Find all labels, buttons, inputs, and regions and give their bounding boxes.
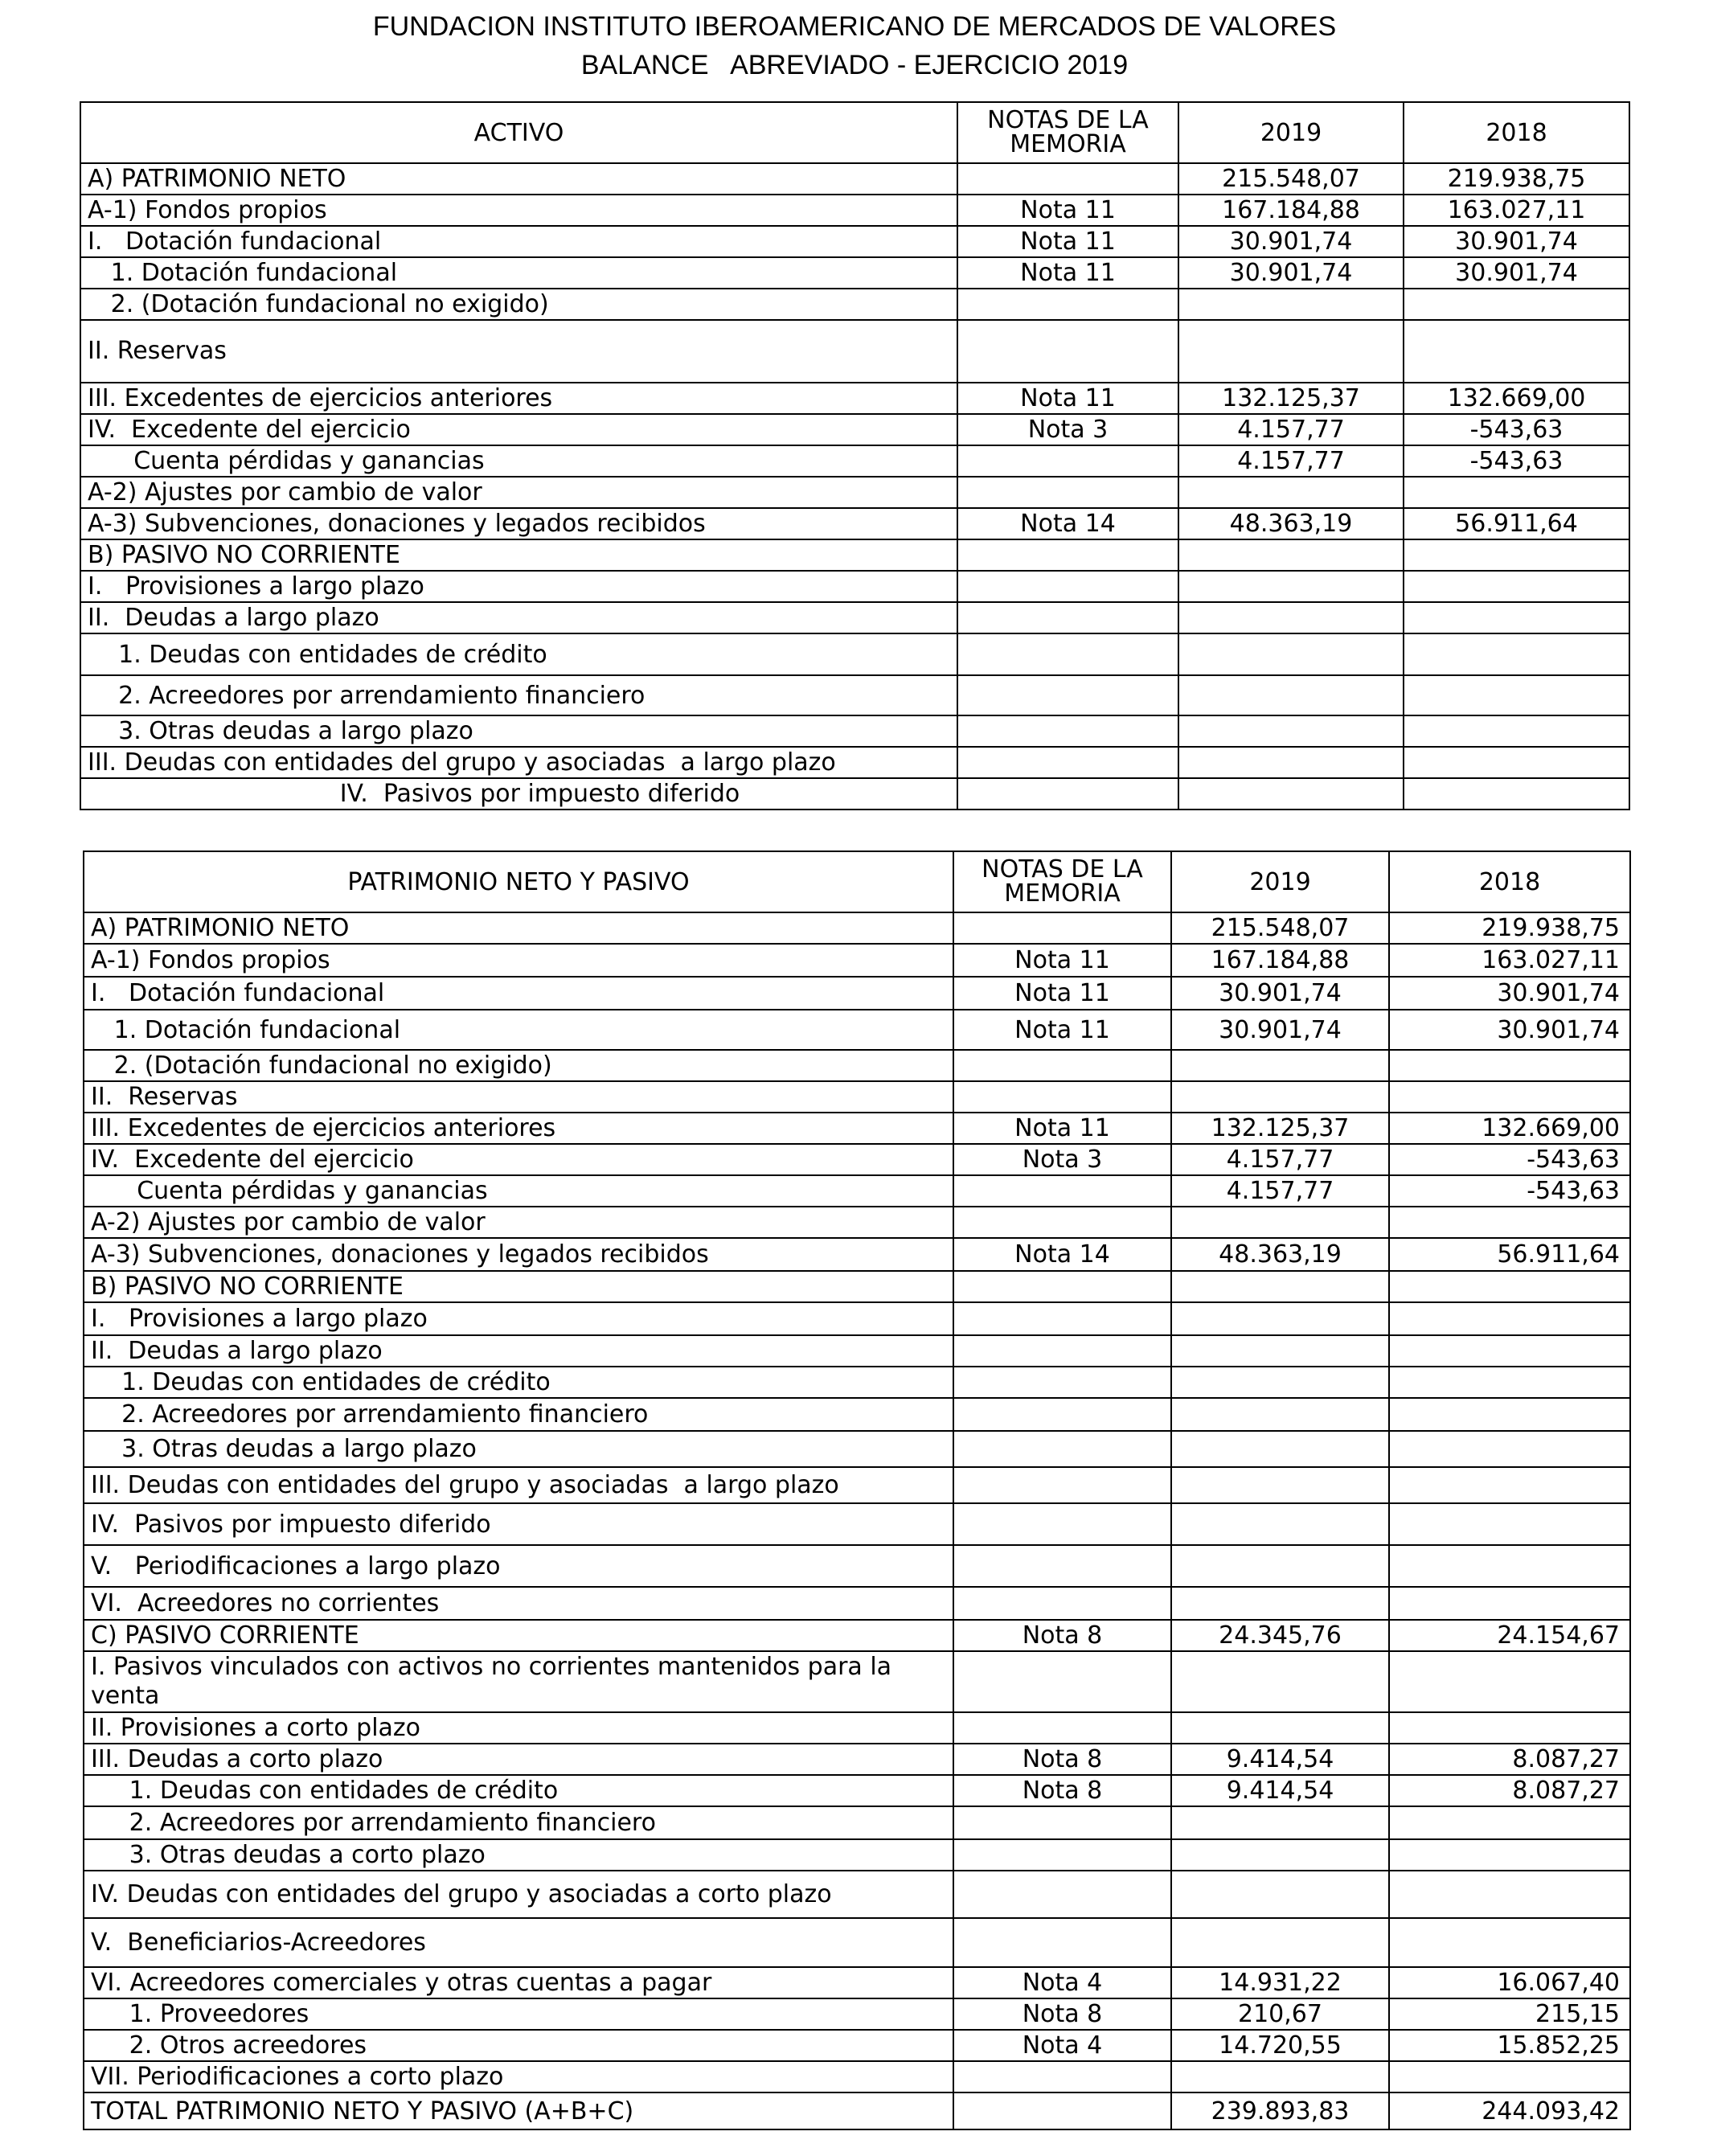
table-row	[80, 571, 1629, 602]
row-note	[953, 912, 1171, 944]
row-note: Nota 3	[953, 1144, 1171, 1175]
row-value-2019	[1178, 539, 1404, 571]
table-row	[84, 1271, 1630, 1302]
row-label: VI. Acreedores comerciales y otras cuentas a pagar	[84, 1967, 953, 1998]
row-value-2018: 8.087,27	[1389, 1744, 1630, 1775]
row-note	[953, 1918, 1171, 1967]
row-value-2018	[1389, 1398, 1630, 1431]
row-value-2019: 4.157,77	[1171, 1175, 1389, 1207]
row-value-2018	[1389, 1918, 1630, 1967]
row-label: III. Excedentes de ejercicios anteriores	[84, 1113, 953, 1144]
row-note	[957, 778, 1178, 810]
row-label: A-1) Fondos propios	[80, 195, 957, 226]
table-row	[84, 1806, 1630, 1839]
row-label: I. Provisiones a largo plazo	[80, 571, 957, 602]
row-label: A) PATRIMONIO NETO	[80, 163, 957, 195]
row-label: 1. Dotación fundacional	[84, 1010, 953, 1050]
table-row	[80, 257, 1629, 289]
row-note	[953, 1175, 1171, 1207]
row-value-2019	[1171, 1651, 1389, 1712]
table-row	[80, 675, 1629, 715]
row-note	[953, 2061, 1171, 2092]
row-value-2019: 167.184,88	[1171, 944, 1389, 977]
row-value-2019: 14.720,55	[1171, 2030, 1389, 2061]
table-row	[84, 1620, 1630, 1651]
row-label: 2. Acreedores por arrendamiento financiero	[84, 1806, 953, 1839]
row-note	[957, 633, 1178, 675]
row-label: 2. Acreedores por arrendamiento financiero	[84, 1398, 953, 1431]
row-label: III. Deudas con entidades del grupo y asociadas a largo plazo	[84, 1467, 953, 1503]
table-row	[84, 1545, 1630, 1587]
table-row	[84, 1998, 1630, 2030]
row-note	[957, 289, 1178, 320]
row-value-2018	[1389, 1587, 1630, 1620]
row-note	[953, 1545, 1171, 1587]
year-2019-column-header: 2019	[1171, 851, 1389, 912]
row-note	[953, 1367, 1171, 1398]
row-note	[957, 539, 1178, 571]
row-value-2018	[1404, 539, 1629, 571]
row-value-2019	[1171, 1367, 1389, 1398]
row-label: B) PASIVO NO CORRIENTE	[84, 1271, 953, 1302]
row-value-2019	[1171, 1050, 1389, 1081]
row-note	[953, 1271, 1171, 1302]
row-label: 3. Otras deudas a largo plazo	[84, 1431, 953, 1467]
row-note	[953, 1806, 1171, 1839]
row-value-2019	[1178, 477, 1404, 508]
row-value-2018: 56.911,64	[1404, 508, 1629, 539]
row-note	[953, 1050, 1171, 1081]
row-label: 1. Deudas con entidades de crédito	[84, 1775, 953, 1806]
row-value-2019	[1178, 602, 1404, 633]
document-title: FUNDACION INSTITUTO IBEROAMERICANO DE MERCADOS DE VALORES	[372, 11, 1337, 42]
row-label: II. Reservas	[80, 320, 957, 383]
row-value-2019	[1171, 1271, 1389, 1302]
row-note: Nota 11	[953, 1010, 1171, 1050]
table-row	[84, 1587, 1630, 1620]
row-note: Nota 14	[953, 1238, 1171, 1271]
row-value-2019	[1171, 1431, 1389, 1467]
year-2019-column-header: 2019	[1178, 102, 1404, 163]
table-row	[84, 1207, 1630, 1238]
row-value-2018	[1404, 675, 1629, 715]
row-label: Cuenta pérdidas y ganancias	[80, 445, 957, 477]
row-note: Nota 8	[953, 1620, 1171, 1651]
table-row	[84, 944, 1630, 977]
row-value-2018	[1404, 477, 1629, 508]
row-label: IV. Deudas con entidades del grupo y asociadas a corto plazo	[84, 1871, 953, 1918]
row-value-2018	[1389, 1503, 1630, 1545]
row-value-2018: 30.901,74	[1389, 1010, 1630, 1050]
pasivo-header-row	[84, 851, 1630, 912]
row-value-2018	[1389, 1545, 1630, 1587]
row-value-2019: 30.901,74	[1171, 977, 1389, 1010]
row-note: Nota 11	[957, 226, 1178, 257]
row-value-2019	[1171, 1545, 1389, 1587]
row-value-2019	[1178, 675, 1404, 715]
row-value-2018: 219.938,75	[1404, 163, 1629, 195]
table-row	[80, 602, 1629, 633]
year-2018-column-header: 2018	[1389, 851, 1630, 912]
row-value-2018	[1404, 320, 1629, 383]
table-row	[84, 1335, 1630, 1367]
row-value-2019	[1171, 1503, 1389, 1545]
table-row	[84, 1775, 1630, 1806]
row-label: A-3) Subvenciones, donaciones y legados recibidos	[80, 508, 957, 539]
row-label: A-2) Ajustes por cambio de valor	[80, 477, 957, 508]
row-note	[957, 477, 1178, 508]
row-value-2019	[1178, 778, 1404, 810]
row-note	[953, 1081, 1171, 1113]
row-value-2018: 30.901,74	[1404, 257, 1629, 289]
row-label: A) PATRIMONIO NETO	[84, 912, 953, 944]
table-row	[84, 1302, 1630, 1335]
row-note: Nota 8	[953, 1744, 1171, 1775]
row-value-2019	[1178, 289, 1404, 320]
table-row	[80, 477, 1629, 508]
table-row	[84, 1712, 1630, 1744]
row-note: Nota 3	[957, 414, 1178, 445]
row-value-2018	[1404, 289, 1629, 320]
table-row	[84, 2092, 1630, 2129]
row-value-2019: 9.414,54	[1171, 1744, 1389, 1775]
row-note	[957, 320, 1178, 383]
row-note	[953, 1871, 1171, 1918]
table-row	[84, 1367, 1630, 1398]
row-note	[957, 163, 1178, 195]
row-value-2019: 239.893,83	[1171, 2092, 1389, 2129]
row-label: A-1) Fondos propios	[84, 944, 953, 977]
row-value-2018	[1389, 1081, 1630, 1113]
table-row	[84, 2030, 1630, 2061]
row-note	[957, 675, 1178, 715]
row-value-2019: 132.125,37	[1171, 1113, 1389, 1144]
row-value-2018	[1389, 1050, 1630, 1081]
row-value-2019: 48.363,19	[1178, 508, 1404, 539]
table-row	[80, 778, 1629, 810]
row-label: VII. Periodificaciones a corto plazo	[84, 2061, 953, 2092]
table-row	[80, 289, 1629, 320]
patrimonio-column-header: PATRIMONIO NETO Y PASIVO	[84, 851, 953, 912]
table-row	[84, 1467, 1630, 1503]
row-value-2018: 132.669,00	[1404, 383, 1629, 414]
table-row	[84, 1651, 1630, 1712]
row-value-2019	[1178, 320, 1404, 383]
row-note	[953, 1431, 1171, 1467]
row-value-2018	[1389, 1302, 1630, 1335]
row-value-2018: 163.027,11	[1389, 944, 1630, 977]
row-label: 3. Otras deudas a largo plazo	[80, 715, 957, 747]
row-label: I. Pasivos vinculados con activos no corrientes mantenidos para la venta	[84, 1651, 953, 1712]
activo-table	[80, 101, 1630, 810]
row-label: 1. Deudas con entidades de crédito	[80, 633, 957, 675]
row-label: II. Reservas	[84, 1081, 953, 1113]
row-value-2018: 16.067,40	[1389, 1967, 1630, 1998]
table-row	[80, 539, 1629, 571]
row-label: I. Dotación fundacional	[84, 977, 953, 1010]
table-row	[84, 1398, 1630, 1431]
row-note	[957, 571, 1178, 602]
row-label: IV. Excedente del ejercicio	[84, 1144, 953, 1175]
row-note: Nota 11	[953, 977, 1171, 1010]
row-label: IV. Pasivos por impuesto diferido	[84, 1503, 953, 1545]
row-value-2019: 24.345,76	[1171, 1620, 1389, 1651]
row-label: B) PASIVO NO CORRIENTE	[80, 539, 957, 571]
table-row	[80, 320, 1629, 383]
table-row	[84, 1238, 1630, 1271]
table-row	[80, 445, 1629, 477]
row-value-2019	[1171, 1712, 1389, 1744]
row-value-2018	[1389, 1839, 1630, 1871]
row-value-2018	[1389, 1367, 1630, 1398]
row-note	[953, 1651, 1171, 1712]
table-row	[84, 2061, 1630, 2092]
row-value-2018	[1389, 1651, 1630, 1712]
row-value-2019	[1171, 1871, 1389, 1918]
row-value-2019: 30.901,74	[1171, 1010, 1389, 1050]
row-value-2019	[1171, 1467, 1389, 1503]
row-value-2019: 30.901,74	[1178, 257, 1404, 289]
row-value-2019	[1171, 1918, 1389, 1967]
row-note	[953, 2092, 1171, 2129]
activo-table-body	[80, 102, 1629, 810]
row-value-2018	[1389, 1335, 1630, 1367]
row-value-2018: 24.154,67	[1389, 1620, 1630, 1651]
row-value-2019	[1178, 747, 1404, 778]
table-row	[80, 715, 1629, 747]
table-row	[84, 1010, 1630, 1050]
row-value-2019: 30.901,74	[1178, 226, 1404, 257]
row-note: Nota 11	[953, 944, 1171, 977]
row-note	[953, 1712, 1171, 1744]
row-note	[957, 715, 1178, 747]
row-note	[953, 1467, 1171, 1503]
row-label: III. Deudas con entidades del grupo y asociadas a largo plazo	[80, 747, 957, 778]
row-value-2018: -543,63	[1404, 445, 1629, 477]
table-row	[84, 1175, 1630, 1207]
row-value-2019: 210,67	[1171, 1998, 1389, 2030]
row-value-2018	[1389, 1467, 1630, 1503]
table-row	[84, 1871, 1630, 1918]
table-row	[84, 1744, 1630, 1775]
row-label: Cuenta pérdidas y ganancias	[84, 1175, 953, 1207]
row-note: Nota 8	[953, 1998, 1171, 2030]
row-label: VI. Acreedores no corrientes	[84, 1587, 953, 1620]
row-value-2019: 9.414,54	[1171, 1775, 1389, 1806]
row-value-2019: 14.931,22	[1171, 1967, 1389, 1998]
row-label: V. Periodificaciones a largo plazo	[84, 1545, 953, 1587]
row-note: Nota 14	[957, 508, 1178, 539]
table-row	[84, 1967, 1630, 1998]
row-value-2018: 132.669,00	[1389, 1113, 1630, 1144]
row-label: I. Dotación fundacional	[80, 226, 957, 257]
row-label: II. Provisiones a corto plazo	[84, 1712, 953, 1744]
row-note	[957, 445, 1178, 477]
row-value-2018	[1389, 1431, 1630, 1467]
row-value-2018: 219.938,75	[1389, 912, 1630, 944]
row-value-2019	[1171, 1587, 1389, 1620]
table-row	[80, 747, 1629, 778]
row-value-2018	[1389, 1871, 1630, 1918]
row-label: 2. (Dotación fundacional no exigido)	[80, 289, 957, 320]
row-value-2019	[1178, 571, 1404, 602]
row-label: C) PASIVO CORRIENTE	[84, 1620, 953, 1651]
row-value-2019	[1171, 1839, 1389, 1871]
table-row	[80, 195, 1629, 226]
row-label: II. Deudas a largo plazo	[84, 1335, 953, 1367]
row-value-2018: 56.911,64	[1389, 1238, 1630, 1271]
row-value-2019	[1171, 1207, 1389, 1238]
table-row	[84, 1081, 1630, 1113]
row-label: IV. Pasivos por impuesto diferido	[80, 778, 957, 810]
row-value-2019: 4.157,77	[1178, 445, 1404, 477]
table-row	[84, 1050, 1630, 1081]
table-row	[84, 1839, 1630, 1871]
row-value-2018	[1389, 1207, 1630, 1238]
row-value-2019	[1178, 633, 1404, 675]
row-note	[953, 1335, 1171, 1367]
row-value-2019: 215.548,07	[1171, 912, 1389, 944]
table-row	[84, 977, 1630, 1010]
row-label: 1. Dotación fundacional	[80, 257, 957, 289]
row-label: V. Beneficiarios-Acreedores	[84, 1918, 953, 1967]
table-row	[84, 1144, 1630, 1175]
table-row	[84, 1918, 1630, 1967]
row-note	[957, 602, 1178, 633]
table-row	[80, 383, 1629, 414]
row-label: A-3) Subvenciones, donaciones y legados recibidos	[84, 1238, 953, 1271]
table-row	[84, 1503, 1630, 1545]
row-value-2018	[1404, 778, 1629, 810]
row-value-2018: 163.027,11	[1404, 195, 1629, 226]
row-label: 3. Otras deudas a corto plazo	[84, 1839, 953, 1871]
table-row	[80, 414, 1629, 445]
notas-column-header: NOTAS DE LA MEMORIA	[953, 851, 1171, 912]
table-row	[80, 226, 1629, 257]
row-value-2018	[1389, 1271, 1630, 1302]
row-label: III. Excedentes de ejercicios anteriores	[80, 383, 957, 414]
row-label: 2. Otros acreedores	[84, 2030, 953, 2061]
pasivo-table-body	[84, 851, 1630, 2129]
table-row	[80, 508, 1629, 539]
row-value-2018	[1404, 747, 1629, 778]
row-value-2018	[1404, 602, 1629, 633]
row-value-2019	[1171, 1302, 1389, 1335]
row-value-2019	[1171, 1335, 1389, 1367]
table-row	[80, 633, 1629, 675]
row-note: Nota 11	[953, 1113, 1171, 1144]
row-note	[957, 747, 1178, 778]
row-value-2018	[1389, 1806, 1630, 1839]
row-value-2018: -543,63	[1404, 414, 1629, 445]
row-note	[953, 1839, 1171, 1871]
activo-header-row	[80, 102, 1629, 163]
row-note: Nota 11	[957, 195, 1178, 226]
row-value-2018: 30.901,74	[1404, 226, 1629, 257]
row-value-2019: 48.363,19	[1171, 1238, 1389, 1271]
table-row	[84, 1431, 1630, 1467]
row-value-2019	[1171, 1806, 1389, 1839]
row-value-2019	[1171, 1081, 1389, 1113]
row-value-2018: 8.087,27	[1389, 1775, 1630, 1806]
row-label: 2. (Dotación fundacional no exigido)	[84, 1050, 953, 1081]
row-label: 2. Acreedores por arrendamiento financiero	[80, 675, 957, 715]
row-value-2018: 30.901,74	[1389, 977, 1630, 1010]
row-label: I. Provisiones a largo plazo	[84, 1302, 953, 1335]
row-value-2018: 15.852,25	[1389, 2030, 1630, 2061]
row-value-2018	[1404, 633, 1629, 675]
row-value-2019: 132.125,37	[1178, 383, 1404, 414]
row-label: III. Deudas a corto plazo	[84, 1744, 953, 1775]
row-value-2018: 244.093,42	[1389, 2092, 1630, 2129]
row-note	[953, 1587, 1171, 1620]
row-value-2019	[1171, 2061, 1389, 2092]
row-value-2019: 4.157,77	[1178, 414, 1404, 445]
row-label: 1. Proveedores	[84, 1998, 953, 2030]
pasivo-table	[83, 851, 1631, 2130]
row-value-2019	[1171, 1398, 1389, 1431]
year-2018-column-header: 2018	[1404, 102, 1629, 163]
row-note: Nota 4	[953, 1967, 1171, 1998]
row-label: A-2) Ajustes por cambio de valor	[84, 1207, 953, 1238]
row-note: Nota 11	[957, 383, 1178, 414]
row-value-2018	[1389, 2061, 1630, 2092]
row-value-2019: 4.157,77	[1171, 1144, 1389, 1175]
row-label: 1. Deudas con entidades de crédito	[84, 1367, 953, 1398]
row-value-2018	[1404, 715, 1629, 747]
table-row	[84, 912, 1630, 944]
row-label: TOTAL PATRIMONIO NETO Y PASIVO (A+B+C)	[84, 2092, 953, 2129]
table-row	[80, 163, 1629, 195]
row-note	[953, 1207, 1171, 1238]
row-note	[953, 1302, 1171, 1335]
notas-column-header: NOTAS DE LA MEMORIA	[957, 102, 1178, 163]
row-value-2019: 215.548,07	[1178, 163, 1404, 195]
document-subtitle: BALANCE ABREVIADO - EJERCICIO 2019	[580, 50, 1129, 80]
row-value-2018: 215,15	[1389, 1998, 1630, 2030]
row-note: Nota 4	[953, 2030, 1171, 2061]
activo-column-header: ACTIVO	[80, 102, 957, 163]
row-value-2019	[1178, 715, 1404, 747]
row-label: IV. Excedente del ejercicio	[80, 414, 957, 445]
row-value-2018: -543,63	[1389, 1175, 1630, 1207]
row-note	[953, 1398, 1171, 1431]
table-row	[84, 1113, 1630, 1144]
row-label: II. Deudas a largo plazo	[80, 602, 957, 633]
row-note	[953, 1503, 1171, 1545]
row-value-2019: 167.184,88	[1178, 195, 1404, 226]
row-value-2018	[1404, 571, 1629, 602]
row-note: Nota 11	[957, 257, 1178, 289]
row-note: Nota 8	[953, 1775, 1171, 1806]
row-value-2018	[1389, 1712, 1630, 1744]
row-value-2018: -543,63	[1389, 1144, 1630, 1175]
